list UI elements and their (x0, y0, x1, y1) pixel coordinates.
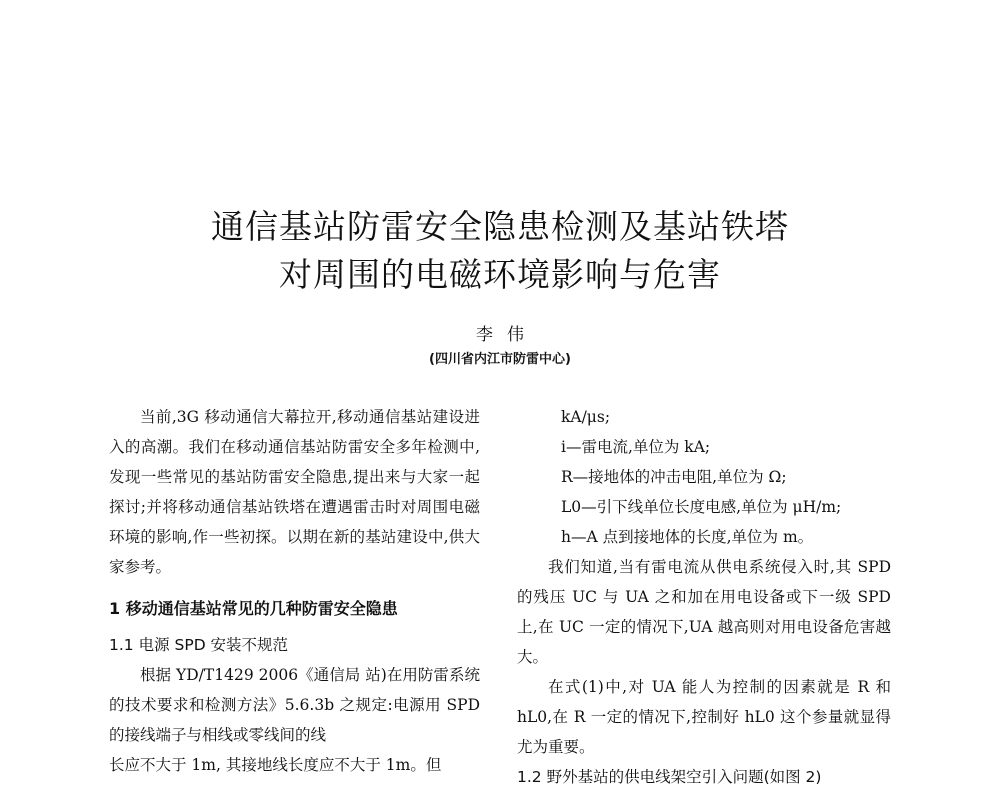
title-line-2: 对周围的电磁环境影响与危害 (279, 255, 721, 294)
variable-l0: L0—引下线单位长度电感,单位为 μH/m; (561, 498, 842, 516)
cut-off-line: 长应不大于 1m, 其接地线长度应不大于 1m。但 (109, 756, 442, 774)
left-column (109, 402, 480, 780)
author: 李伟 (476, 325, 538, 345)
affiliation: (四川省内江市防雷中心) (429, 352, 571, 367)
variable-h: h—A 点到接地体的长度,单位为 m。 (561, 528, 814, 546)
right-column (517, 402, 891, 792)
section-1-1-heading: 1.1 电源 SPD 安装不规范 (109, 636, 289, 654)
variable-r: R—接地体的冲击电阻,单位为 Ω; (561, 468, 787, 486)
title-line-1: 通信基站防雷安全隐患检测及基站铁塔 (211, 207, 789, 246)
formula-unit-line: kA/μs; (561, 408, 611, 426)
paragraph-residual-voltage: 我们知道,当有雷电流从供电系统侵入时,其 SPD 的残压 UC 与 UA 之和加在用电设备或下一级 SPD 上,在 UC 一定的情况下,UA 越高则对用电设备危害越大。 (517, 558, 891, 666)
section-1-heading: 1 移动通信基站常见的几种防雷安全隐患 (109, 599, 398, 618)
section-1-1-paragraph: 根据 YD/T1429 2006《通信局 站)在用防雷系统的技术要求和检测方法》5.6.3b 之规定:电源用 SPD 的接线端子与相线或零线间的线 (109, 666, 480, 744)
variable-i: i—雷电流,单位为 kA; (561, 438, 711, 456)
section-1-2-heading: 1.2 野外基站的供电线架空引入问题(如图 2) (517, 768, 822, 786)
intro-paragraph: 当前,3G 移动通信大幕拉开,移动通信基站建设进入的高潮。我们在移动通信基站防雷安全多年检测中,发现一些常见的基站防雷安全隐患,提出来与大家一起探讨;并将移动通信基站铁塔在遭遇雷击时对周围电磁环境的影响,作一些初探。以期在新的基站建设中,供大家参考。 (109, 408, 480, 576)
paragraph-formula-1: 在式(1)中,对 UA 能人为控制的因素就是 R 和 hL0,在 R 一定的情况下,控制好 hL0 这个参量就显得尤为重要。 (517, 678, 891, 756)
